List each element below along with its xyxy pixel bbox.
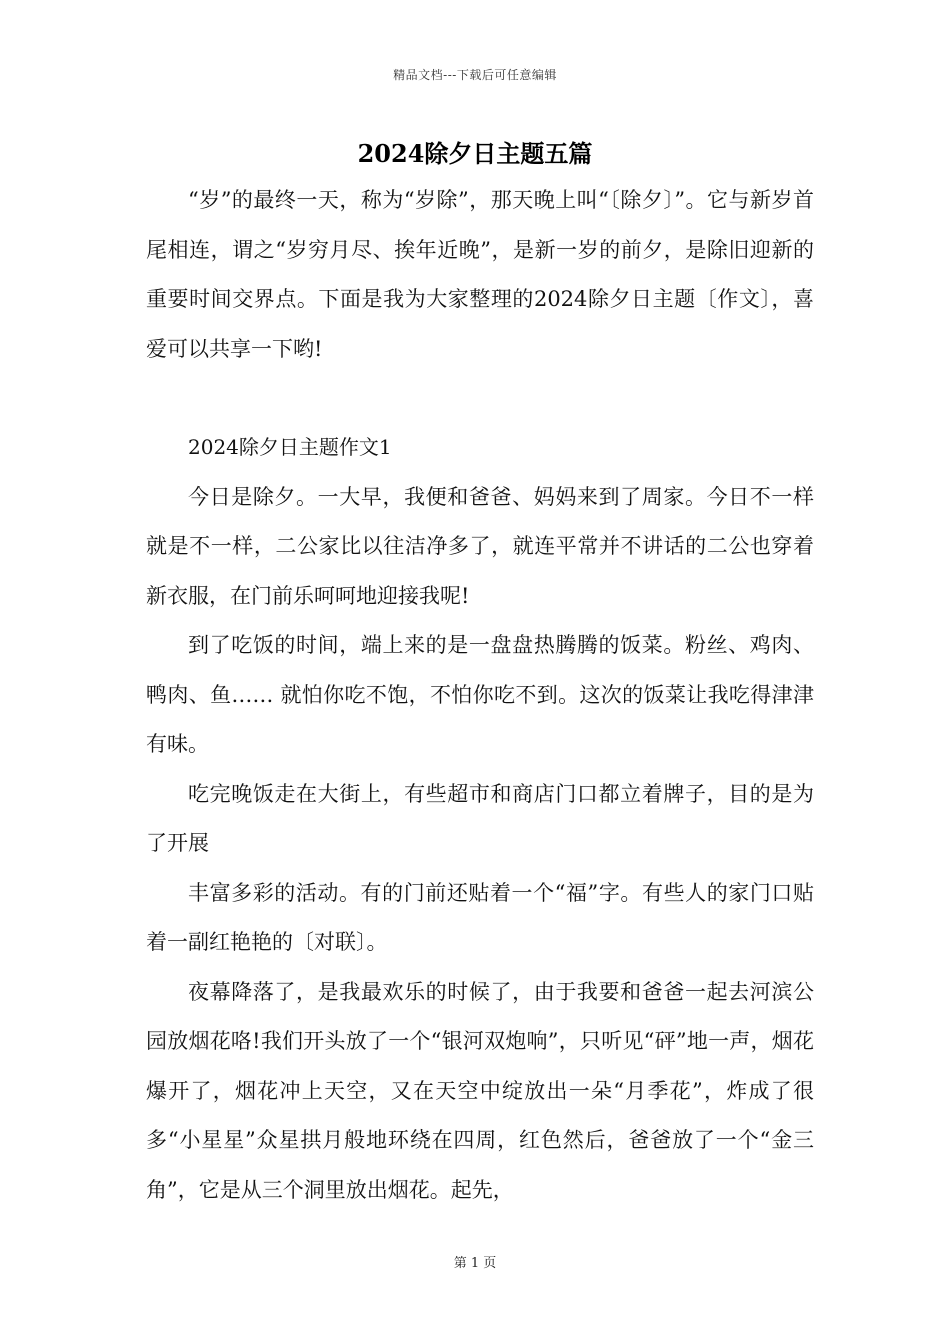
section-heading: 2024除夕日主题作文1 bbox=[188, 435, 392, 459]
body-paragraph: 吃完晚饭走在大街上，有些超市和商店门口都立着牌子，目的是为了开展 bbox=[146, 781, 814, 855]
body-paragraph: 到了吃饭的时间，端上来的是一盘盘热腾腾的饭菜。粉丝、鸡肉、鸭肉、鱼…… 就怕你吃不饱，不怕你吃不到。这次的饭菜让我吃得津津有味。 bbox=[146, 633, 814, 756]
body-paragraph: 夜幕降落了，是我最欢乐的时候了，由于我要和爸爸一起去河滨公园放烟花咯!我们开头放了一个“银河双炮响”，只听见“砰”地一声，烟花爆开了，烟花冲上天空，又在天空中绽放出一朵“月季花”，炸成了很多“小星星”众星拱月般地环绕在四周，红色然后，爸爸放了一个“金三角”，它是从三个洞里放出烟花。起先， bbox=[146, 979, 814, 1202]
document-body bbox=[146, 176, 814, 1215]
body-paragraph: 今日是除夕。一大早，我便和爸爸、妈妈来到了周家。今日不一样就是不一样，二公家比以往洁净多了，就连平常并不讲话的二公也穿着新衣服，在门前乐呵呵地迎接我呢! bbox=[146, 484, 814, 608]
page-number: 第 1 页 bbox=[453, 1256, 497, 1271]
document-title: 2024除夕日主题五篇 bbox=[357, 139, 593, 168]
intro-paragraph: “岁”的最终一天，称为“岁除”，那天晚上叫“〔除夕〕”。它与新岁首尾相连，谓之“岁穷月尽、挨年近晚”，是新一岁的前夕，是除旧迎新的重要时间交界点。下面是我为大家整理的2024除夕日主题〔作文〕，喜爱可以共享一下哟! bbox=[146, 188, 814, 361]
page-header: 精品文档---下载后可任意编辑 bbox=[393, 68, 557, 82]
blank-line bbox=[146, 374, 814, 423]
body-paragraph: 丰富多彩的活动。有的门前还贴着一个“福”字。有些人的家门口贴着一副红艳艳的〔对联〕。 bbox=[146, 880, 814, 954]
